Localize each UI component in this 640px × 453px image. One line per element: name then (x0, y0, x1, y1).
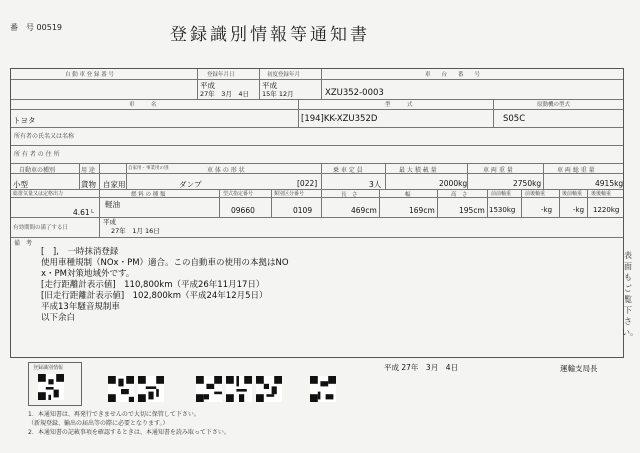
first-registration-era: 平成 (262, 81, 277, 90)
type-designation-label: 型式指定番号 (223, 191, 254, 197)
length-label: 長 さ (341, 192, 358, 198)
side-note: 表面もご覧下さい。 (622, 251, 638, 337)
vehicle-type-value: [194]KK-XZU352D (301, 114, 378, 124)
front-front-axle-value: 1530kg (489, 206, 516, 214)
vehicle-weight-label: 車 両 重 量 (483, 167, 513, 174)
qr-code-7 (310, 376, 336, 402)
first-registration-label: 初度登録年月 (267, 72, 301, 78)
height-value: 195cm (459, 206, 485, 215)
classification-value: 0109 (293, 206, 313, 215)
length-value: 469cm (351, 206, 377, 215)
owner-address-label: 所 有 者 の 住 所 (14, 151, 60, 158)
registration-date-label: 登録年月日 (207, 72, 235, 78)
capacity-label: 乗 車 定 員 (333, 167, 363, 174)
issuer: 運輸支局長 (560, 364, 598, 373)
displacement-label: 総排気量又は定格出力 (13, 191, 64, 197)
rear-rear-axle-label: 後後軸重 (591, 191, 612, 197)
height-label: 高 さ (451, 192, 468, 198)
qr-code-1 (38, 374, 64, 400)
qr-code-5 (226, 376, 252, 402)
classification-label: 類別区分番号 (274, 191, 305, 197)
engine-type-value: S05C (503, 114, 526, 124)
capacity-value: 3人 (369, 180, 382, 189)
issue-date: 平成 27年 3月 4日 (384, 363, 458, 372)
displacement-value: 4.61 (73, 208, 90, 217)
use-label: 用 途 (81, 167, 95, 174)
footer-note: 1．本通知書は、再発行できませんので大切に保管して下さい。 (28, 411, 200, 418)
footer-note: （新規登録、輸出の届出等の際に必要となります。） (28, 420, 169, 427)
vehicle-name-value: トヨタ (13, 116, 36, 125)
qr-code-2 (108, 376, 134, 402)
remarks-line: 以下余白 (41, 313, 76, 323)
front-front-axle-label: 前前軸重 (491, 191, 512, 197)
registration-number-label: 自 動 車 登 録 番 号 (65, 72, 114, 78)
max-load-value: 2000kg (439, 179, 468, 188)
vehicle-kind-label: 自動車の種別 (19, 167, 56, 174)
owner-name-label: 所有者の氏名又は名称 (14, 133, 75, 140)
remarks-line: x・PM対策地域外です。 (41, 269, 135, 279)
expiry-label: 有効期間の満了する日 (13, 225, 69, 231)
qr-code-6 (256, 376, 282, 402)
remarks-label: 備 考 (14, 240, 33, 247)
fuel-type-value: 軽油 (105, 200, 120, 209)
max-load-label: 最 大 積 載 量 (399, 167, 437, 174)
vehicle-name-label: 車 名 (129, 102, 157, 108)
chassis-number-value: XZU352-0003 (325, 88, 384, 98)
registration-era: 平成 (200, 81, 215, 90)
rear-rear-axle-value: 1220kg (593, 206, 620, 214)
gross-weight-value: 4915kg (595, 179, 624, 188)
body-shape-value: ダンプ (179, 180, 202, 189)
registration-date: 27年 3月 4日 (200, 90, 250, 98)
front-rear-axle-label: 前後軸重 (525, 191, 546, 197)
rear-front-axle-label: 後前軸重 (562, 191, 583, 197)
qr-label: 登録識別情報 (33, 365, 64, 371)
type-designation-value: 09660 (231, 206, 255, 215)
remarks-line: [ ], 一時抹消登録 (41, 247, 119, 257)
remarks-line: [旧走行距離計表示値] 102,800km（平成24年12月5日） (41, 291, 268, 301)
qr-code-4 (196, 376, 222, 402)
vehicle-type-label: 型 式 (385, 102, 413, 108)
document-number: 番 号 00519 (10, 23, 62, 32)
footer-note: 2．本通知書の記載事項を確認するときは、本通知書を読み取って下さい。 (28, 429, 230, 436)
fuel-type-label: 燃 料 の 種 類 (131, 192, 166, 198)
vehicle-kind-value: 小型 (13, 180, 28, 189)
width-value: 169cm (409, 206, 435, 215)
remarks-block (41, 247, 289, 324)
remarks-line: [走行距離計表示値] 110,800km（平成26年11月17日） (41, 280, 265, 290)
vehicle-weight-value: 2750kg (513, 179, 542, 188)
remarks-line: 使用車種規制（NOx・PM）適合。この自動車の使用の本拠はNO (41, 258, 289, 268)
front-rear-axle-value: -kg (541, 206, 553, 214)
footer-notes (28, 410, 230, 437)
body-shape-label: 車 体 の 形 状 (207, 167, 245, 174)
private-business-value: 自家用 (103, 180, 126, 189)
rear-front-axle-value: -kg (573, 206, 585, 214)
use-value: 貨物 (81, 180, 96, 189)
qr-code-3 (138, 376, 164, 402)
expiry-date: 27年 1月 16日 (111, 227, 160, 235)
body-shape-code: [022] (297, 179, 318, 188)
expiry-era: 平成 (103, 218, 116, 226)
displacement-unit: L (91, 209, 95, 215)
gross-weight-label: 車 両 総 重 量 (557, 167, 595, 174)
first-registration-date: 15年 12月 (262, 90, 294, 98)
registration-form (10, 68, 624, 358)
chassis-number-label: 車 台 番 号 (425, 72, 481, 78)
width-label: 幅 (405, 192, 411, 198)
remarks-line: 平成13年騒音規制車 (41, 302, 120, 312)
private-business-label: 自家用・事業用の別 (128, 166, 169, 171)
document-title: 登録識別情報等通知書 (170, 25, 370, 45)
engine-type-label: 原動機の型式 (537, 102, 571, 108)
